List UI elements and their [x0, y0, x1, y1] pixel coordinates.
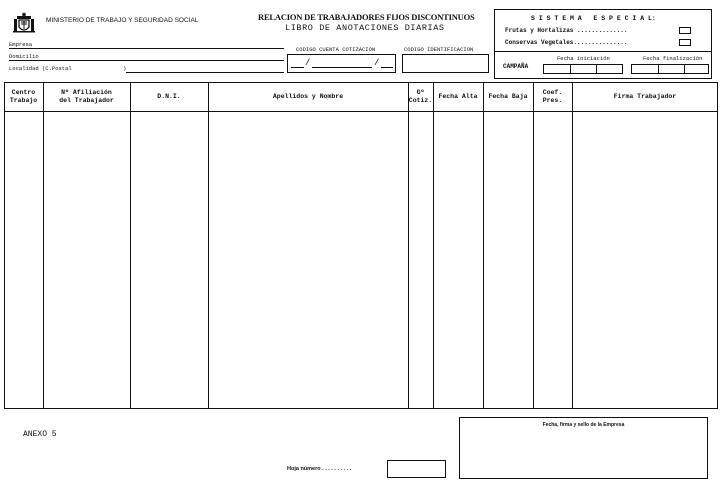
firma-empresa-box[interactable] [459, 417, 708, 479]
identificacion-field[interactable] [402, 54, 489, 73]
campana-label: CAMPAÑA [503, 63, 529, 70]
fecha-fin-field[interactable] [631, 64, 709, 74]
sistema-especial-box [494, 9, 712, 79]
col-fecha-baja: Fecha Baja [488, 93, 528, 100]
col-dni: D.N.I. [157, 93, 181, 100]
trabajadores-table [4, 82, 718, 409]
fecha-inicio-label: Fecha iniciación [557, 55, 610, 62]
col-grupo-cotizacion: Gº Cotiz. [408, 89, 433, 104]
domicilio-label: Domicilio [9, 53, 39, 60]
localidad-close: ) [123, 65, 127, 72]
col-firma-trabajador: Firma Trabajador [613, 93, 677, 100]
option-frutas: Frutas y Hortalizas .............. [505, 27, 628, 34]
localidad-label: Localidad (C.Postal [9, 65, 72, 72]
document-title: RELACION DE TRABAJADORES FIJOS DISCONTINUOS [258, 12, 475, 22]
col-fecha-alta: Fecha Alta [438, 93, 478, 100]
option-conservas: Conservas Vegetales............... [505, 39, 628, 46]
cuenta-cotizacion-field[interactable] [287, 54, 396, 73]
hoja-numero-field[interactable] [387, 460, 446, 478]
col-centro-trabajo: Centro Trabajo [9, 89, 38, 104]
fecha-inicio-field[interactable] [543, 64, 623, 74]
cuenta-separator-2: / [374, 58, 380, 68]
col-coeficiente: Coef. Pres. [542, 89, 563, 104]
anexo-label: ANEXO 5 [23, 430, 57, 439]
firma-empresa-label: Fecha, firma y sello de la Empresa [542, 422, 625, 428]
ministry-name: MINISTERIO DE TRABAJO Y SEGURIDAD SOCIAL [46, 17, 199, 24]
checkbox-conservas[interactable] [679, 39, 691, 46]
document-subtitle: LIBRO DE ANOTACIONES DIARIAS [285, 23, 445, 33]
checkbox-frutas[interactable] [679, 27, 691, 34]
sistema-especial-title: S I S T E M A E S P E C I A L: [531, 15, 656, 22]
col-apellidos-nombre: Apellidos y Nombre [272, 93, 344, 100]
hoja-numero-label: Hoja número . . . . . . . . . . [287, 466, 352, 472]
identificacion-label: CODIGO IDENTIFICACION [404, 46, 474, 53]
col-afiliacion: Nº Afiliación del Trabajador [59, 89, 114, 104]
fecha-fin-label: Fecha finalización [643, 55, 703, 62]
cuenta-separator-1: / [305, 58, 311, 68]
empresa-label: Empresa [9, 41, 33, 48]
cuenta-cotizacion-label: CODIGO CUENTA COTIZACION [296, 46, 376, 53]
coat-of-arms-icon [12, 12, 36, 34]
